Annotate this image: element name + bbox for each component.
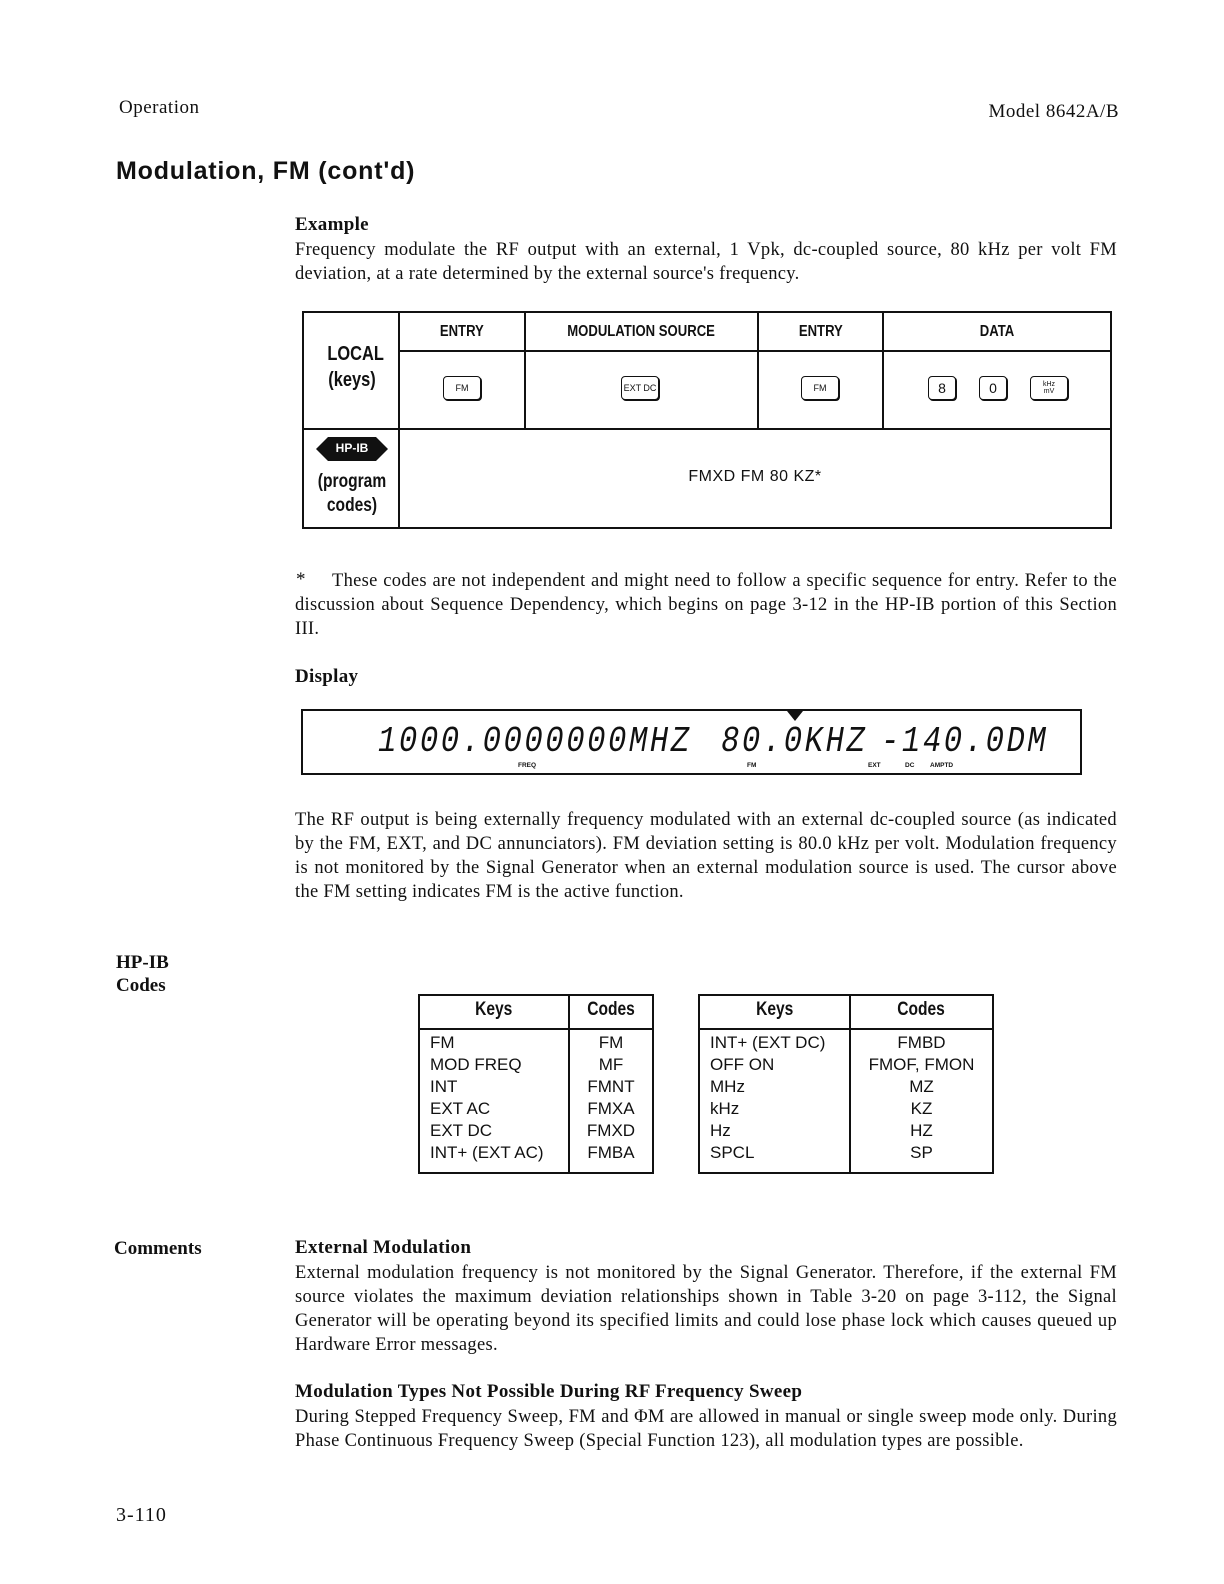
hpib-codes-label: HP-IB [116,952,169,973]
freq-annunciator: FREQ [518,762,537,769]
program-codes: FMXD FM 80 KZ* [688,468,822,485]
table2-header-keys: Keys [755,999,794,1020]
example-heading: Example [295,214,369,235]
codes-row-code: FMBA [587,1143,635,1162]
codes-row-key: OFF ON [710,1055,775,1074]
codes-row-key: INT+ (EXT AC) [430,1143,544,1162]
codes-row-code: HZ [910,1121,933,1140]
table1-header-keys: Keys [475,999,513,1020]
mv-label: mV [1043,388,1055,395]
codes-row-key: INT [430,1077,458,1096]
codes-row-key: SPCL [710,1143,755,1162]
frequency-readout: 1000.0000000MHZ [378,721,692,762]
modulation-types-heading: Modulation Types Not Possible During RF Frequency Sweep [295,1381,803,1402]
column-header-modulation-source: MODULATION SOURCE [567,323,716,340]
codes-row-code: FMXA [587,1099,635,1118]
fm-key: FM [443,376,481,400]
hpib-codes-sublabel: Codes [116,975,166,996]
display-heading: Display [295,666,359,687]
codes-label: codes) [326,495,378,516]
hpib-badge-label: HP-IB [335,441,369,455]
column-header-entry-2: ENTRY [798,323,843,340]
codes-row-code: SP [910,1143,933,1162]
instrument-display [301,709,1082,775]
ext-annunciator: EXT [868,762,881,769]
codes-row-key: Hz [710,1121,731,1140]
codes-table-1 [418,994,654,1174]
column-header-entry: ENTRY [439,323,484,340]
khz-label: kHz [1042,381,1056,388]
fm-key-2: FM [801,376,839,400]
codes-row-key: EXT AC [430,1099,491,1118]
hpib-badge [316,435,388,463]
digit-8-key: 8 [928,376,956,400]
codes-row-key: MOD FREQ [430,1055,522,1074]
section-label: Operation [119,97,200,118]
codes-row-code: FMBD [897,1033,946,1052]
codes-row-code: FMOF, FMON [868,1055,975,1074]
modulation-types-text: During Stepped Frequency Sweep, FM and ΦM are allowed in manual or single sweep mode only. During Phase Continuous Frequency Sweep (Special Function 123), all modulation types are possible. [295,1407,1117,1451]
codes-row-key: kHz [710,1099,740,1118]
codes-row-key: MHz [710,1077,745,1096]
key-sequence-table [302,311,1112,529]
program-label: (program [317,471,387,492]
codes-row-code: FMNT [587,1077,635,1096]
column-header-data: DATA [979,323,1015,340]
footnote-marker: * [296,569,306,590]
amptd-annunciator: AMPTD [930,762,954,769]
example-text: Frequency modulate the RF output with an external, 1 Vpk, dc-coupled source, 80 kHz per volt FM deviation, at a rate determined by the external source's frequency. [295,240,1117,284]
cursor-icon [787,711,803,721]
external-modulation-heading: External Modulation [295,1237,472,1258]
fm-annunciator: FM [747,762,757,769]
local-label: LOCAL [327,343,384,365]
codes-row-code: FM [598,1033,624,1052]
codes-row-key: EXT DC [430,1121,493,1140]
codes-row-code: FMXD [586,1121,636,1140]
amplitude-readout: -140.0DM [881,721,1049,762]
table2-header-codes: Codes [897,999,946,1020]
display-description: The RF output is being externally frequency modulated with an external dc-coupled source (as indicated by the FM, EXT, and DC annunciators). FM deviation setting is 80.0 kHz per volt. Modulation frequency is not monitored by the Signal Generator when an external modulation source is used. The cursor above the FM setting indicates FM is the active function. [295,810,1117,902]
table1-header-codes: Codes [587,999,635,1020]
fm-readout: 80.0KHZ [721,721,868,762]
ext-dc-key: EXT DC [621,376,659,400]
codes-table-2 [698,994,994,1174]
digit-0-key: 0 [979,376,1007,400]
codes-row-key: FM [430,1033,455,1052]
codes-row-code: MZ [909,1077,934,1096]
codes-row-key: INT+ (EXT DC) [710,1033,826,1052]
codes-row-code: MF [598,1055,624,1074]
page-number: 3-110 [116,1504,167,1526]
footnote-text: These codes are not independent and might need to follow a specific sequence for entry. Refer to the discussion about Sequence Dependency, which begins on page 3-12 in the HP-IB portion of this Section III. [295,571,1117,639]
khz-mv-key [1030,376,1068,400]
model-label: Model 8642A/B [988,101,1119,122]
keys-label: (keys) [328,369,376,391]
codes-row-code: KZ [910,1099,933,1118]
comments-label: Comments [114,1238,202,1259]
page-title: Modulation, FM (cont'd) [116,157,416,185]
dc-annunciator: DC [905,762,915,769]
external-modulation-text: External modulation frequency is not monitored by the Signal Generator. Therefore, if the external FM source violates the maximum deviation relationships shown in Table 3-20 on page 3-112, the Signal Generator will be operating beyond its specified limits and could lose phase lock which causes queued up Hardware Error messages. [295,1263,1117,1355]
